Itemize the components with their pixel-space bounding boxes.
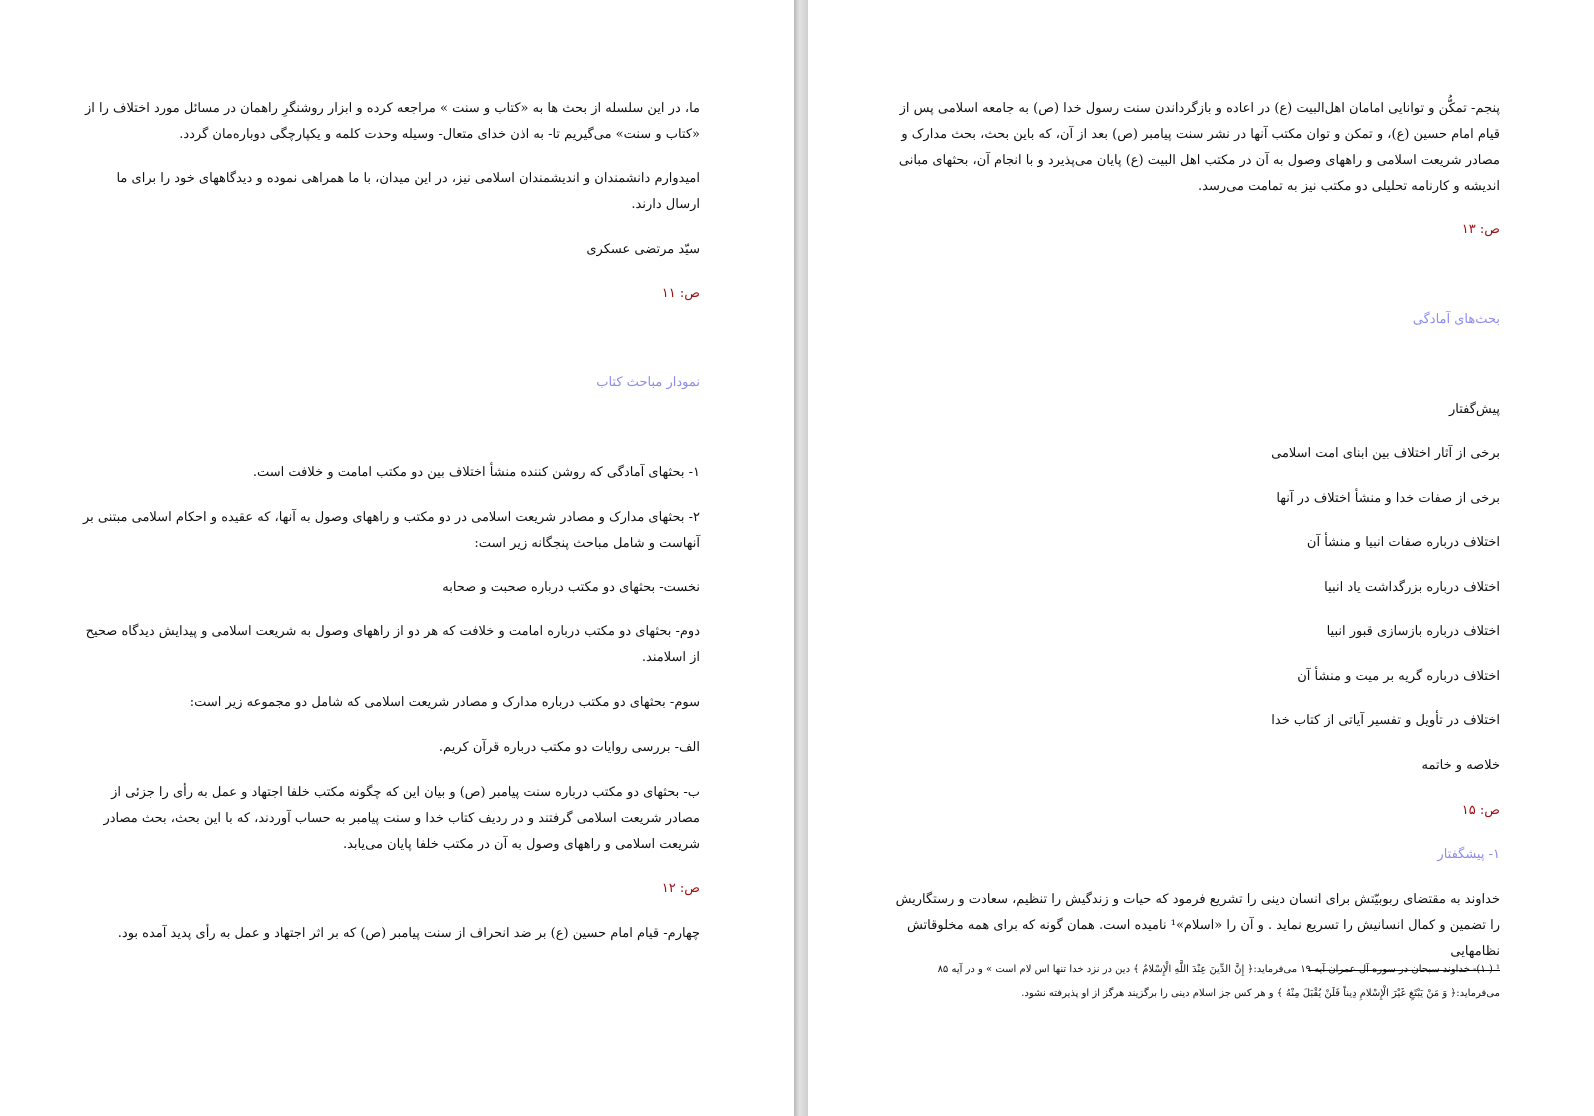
list-item: ب- بحثهای دو مکتب درباره سنت پیامبر (ص) و بیان این که چگونه مکتب خلفا اجتهاد و عمل به رأی را جزئی از مصادر شریعت اسلامی گرفتند و در ردیف کتاب خدا و سنت پیامبر به حساب آوردند، که با این بحث، بحث مصادر شریعت اسلامی و راههای وصول به آن در مکتب خلفا پایان می‌یابد. — [103, 785, 700, 852]
list-item: نخست- بحثهای دو مکتب درباره صحبت و صحابه — [442, 580, 700, 595]
toc-item: اختلاف درباره صفات انبیا و منشأ آن — [1306, 535, 1500, 550]
page-number: ص: ۱۱ — [661, 286, 700, 301]
toc-item: پیش‌گفتار — [1448, 402, 1500, 417]
footnote: می‌فرماید:﴿ وَ مَنْ يَبْتَغِ غَيْرَ الْإِسْلامِ دِيناً فَلَنْ يُقْبَلَ مِنْهُ ﴾ و هر کس جز اسلام دینی را برگزیند هرگز از او پذیرفته نشود. — [1021, 988, 1500, 999]
list-item: ۱- بحثهای آمادگی که روشن کننده منشأ اختلاف بین دو مکتب امامت و خلافت است. — [252, 465, 700, 480]
toc-item: برخی از صفات خدا و منشأ اختلاف در آنها — [1276, 491, 1500, 506]
list-item: چهارم- قیام امام حسین (ع) بر ضد انحراف از سنت پیامبر (ص) که بر اثر اجتهاد و عمل به رأی پدید آمده بود. — [117, 926, 700, 941]
page-number: ص: ۱۵ — [1461, 803, 1500, 818]
paragraph: پنجم- تمکُّن و توانایی امامان اهل‌البیت (ع) در اعاده و بازگرداندن سنت رسول خدا (ص) به جامعه اسلامی پس از قیام امام حسین (ع)، و تمکن و توان مکتب آنها در نشر سنت پیامبر (ص) بعد از آن، که باین بحث، بحث مدارک و مصادر شریعت اسلامی و راههای وصول به آن در مکتب اهل البیت (ع) پایان می‌پذیرد و با انجام آن، بحثهای مبانی اندیشه و کارنامه تحلیلی دو مکتب نیز به تمامت می‌رسد. — [898, 101, 1500, 194]
page-gutter — [794, 0, 808, 1116]
list-item: سوم- بحثهای دو مکتب درباره مدارک و مصادر شریعت اسلامی که شامل دو مجموعه زیر است: — [189, 695, 700, 710]
toc-item: اختلاف درباره گریه بر میت و منشأ آن — [1297, 669, 1500, 684]
left-page — [0, 0, 794, 1116]
section-heading: نمودار مباحث کتاب — [596, 375, 700, 390]
right-page — [808, 0, 1594, 1116]
signature: سیّد مرتضی عسکری — [586, 242, 700, 257]
section-heading: بحث‌های آمادگی — [1412, 312, 1500, 327]
paragraph: امیدوارم دانشمندان و اندیشمندان اسلامی نیز، در این میدان، با ما همراهی نموده و دیدگاههای خود را برای ما ارسال دارند. — [116, 171, 700, 212]
toc-item: اختلاف درباره بزرگداشت یاد انبیا — [1324, 580, 1500, 595]
subsection-heading: ۱- پیشگفتار — [1437, 847, 1500, 862]
paragraph: ما، در این سلسله از بحث ها به «کتاب و سنت » مراجعه کرده و ابزار روشنگرِ راهمان در مسائل مورد اختلاف را از «کتاب و سنت» می‌گیریم تا- به اذن خدای متعال- وسیله وحدت کلمه و یکپارچگی دوباره‌مان گردد. — [85, 101, 700, 142]
toc-item: اختلاف درباره بازسازی قبور انبیا — [1326, 624, 1500, 639]
page-number: ص: ۱۳ — [1461, 222, 1500, 237]
list-item: دوم- بحثهای دو مکتب درباره امامت و خلافت که هر دو از راههای وصول به شریعت اسلامی و پیدایش دیدگاه صحیح از اسلامند. — [85, 624, 700, 665]
list-item: ۲- بحثهای مدارک و مصادر شریعت اسلامی در دو مکتب و راههای وصول به آنها، که عقیده و احکام اسلامی مبتنی بر آنهاست و شامل مباحث پنجگانه زیر است: — [83, 510, 700, 551]
toc-item: برخی از آثار اختلاف بین ابنای امت اسلامی — [1271, 446, 1500, 461]
list-item: الف- بررسی روایات دو مکتب درباره قرآن کریم. — [438, 740, 700, 755]
paragraph: خداوند به مقتضای ربوبیّتش برای انسان دینی را تشریع فرمود که حیات و زندگیش را تنظیم، سعادت و رستگاریش را تضمین و کمال انسانیش را تسریع نماید . و آن را «اسلام»¹ نامیده است. همان گونه که برای همه مخلوقاتش نظامهایی — [895, 892, 1500, 959]
footnote: ¹ ( ۱)- خداوند سبحان در سوره آل عمران آیه ۱۹ می‌فرماید:﴿ إِنَّ الدِّينَ عِنْدَ اللَّهِ الْإِسْلامُ ﴾ دین در نزد خدا تنها اس لام است » و در آیه ۸۵ — [937, 964, 1500, 975]
toc-item: خلاصه و خاتمه — [1421, 758, 1500, 773]
page-number: ص: ۱۲ — [661, 881, 700, 896]
toc-item: اختلاف در تأویل و تفسیر آیاتی از کتاب خدا — [1271, 713, 1500, 728]
